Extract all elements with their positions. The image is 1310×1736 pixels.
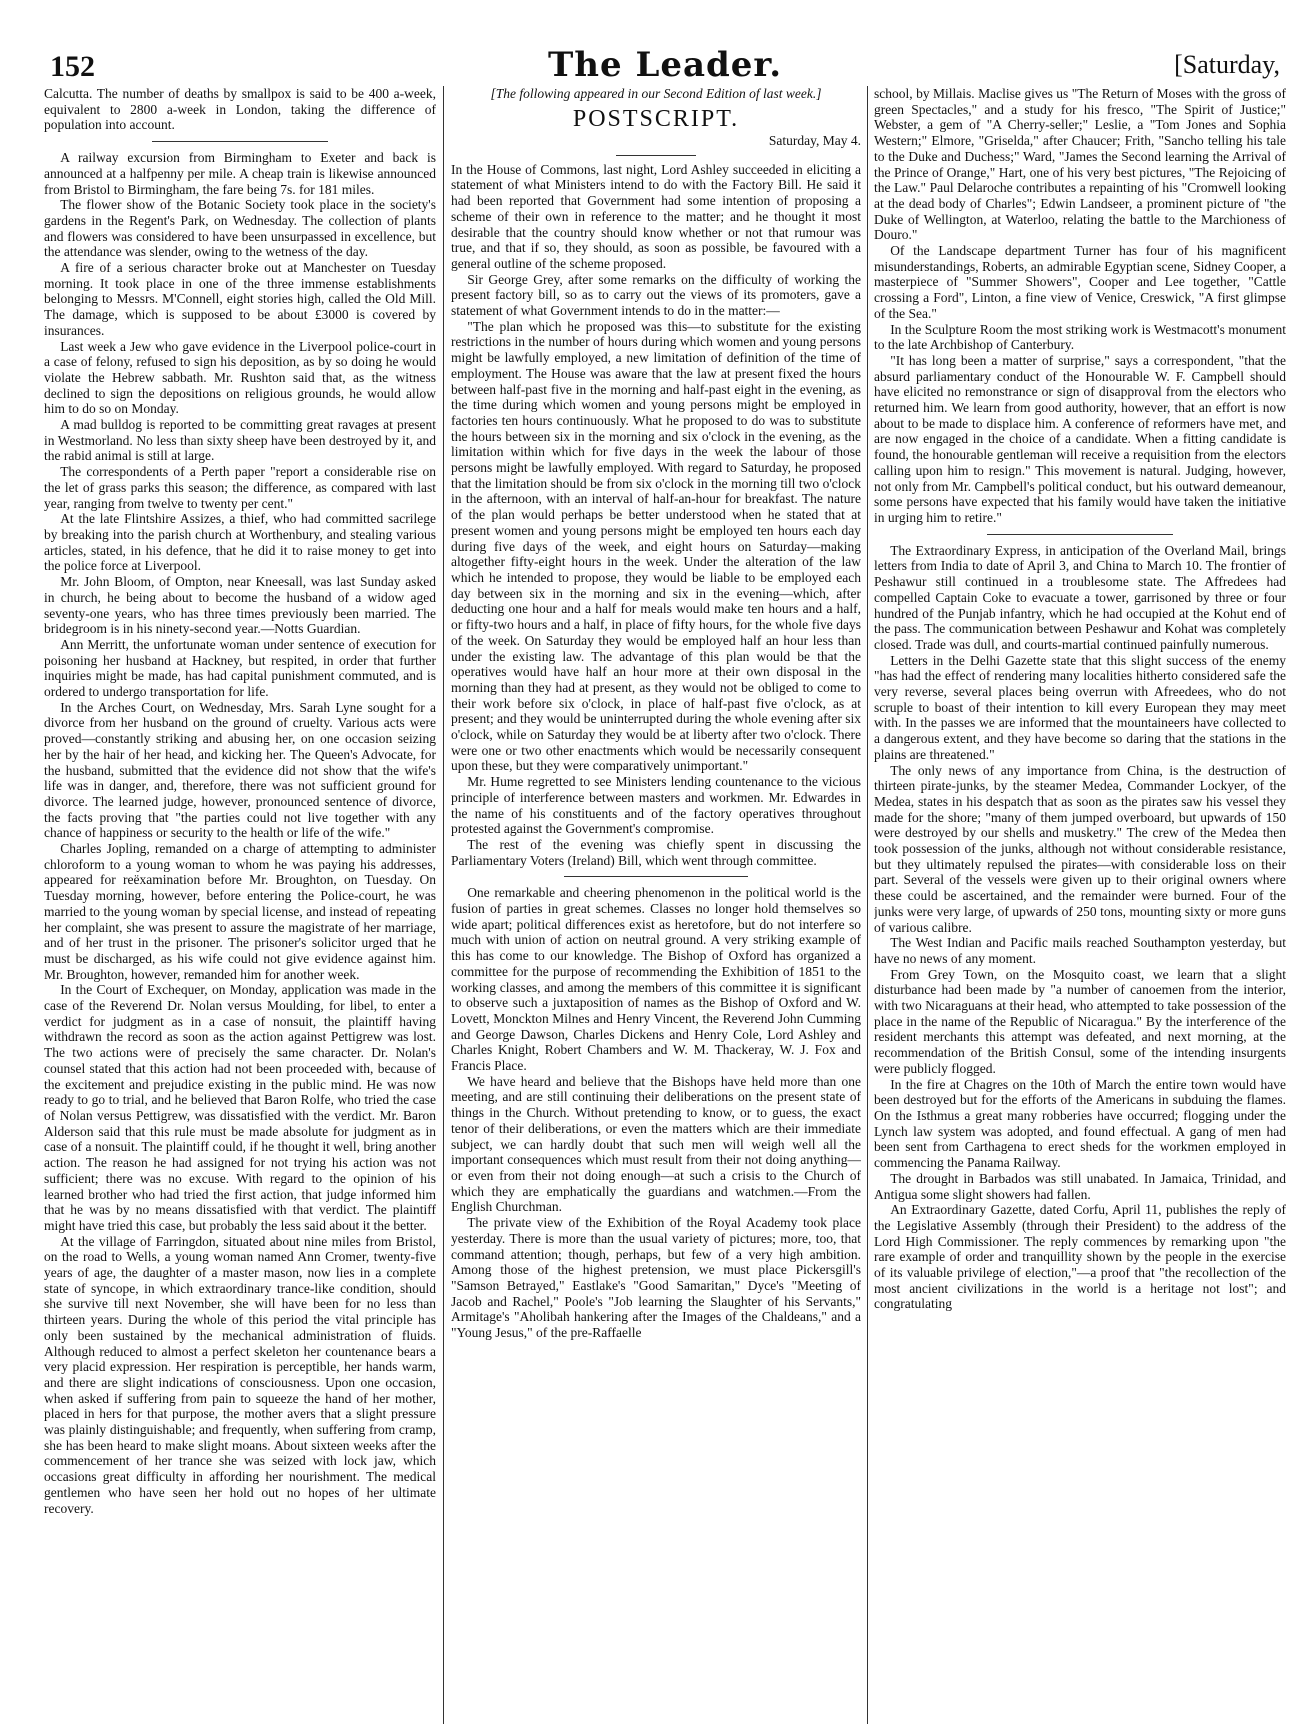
article-paragraph: "The plan which he proposed was this—to substitute for the existing restrictions in the number of hours during which women and young persons might be lawfully employed, a new limitation of definition of the time of employment. The House was aware that the law at present fixed the hours between half-past five in the morning and half-past eight in the evening, as the time during which women and young persons might be employed in factories ten hours continuously. What he proposed to do was to substitute the hours between six in the morning and six o'clock in the evening, as the limitation within which for five days in the week the labour of those persons might be lawfully employed. With regard to Saturday, he proposed that the limitation should be from six o'clock in the morning till two o'clock in the afternoon, with an interval of half-an-hour for breakfast. The nature of the plan would perhaps be better understood when he stated that at present women and young persons might be employed ten hours each day during five days of the week, and eight hours on Saturday—making altogether fifty-eight hours in the week. Under the alteration of the law which he intended to propose, they would be liable to be employed each day between six in the morning and six in the evening—which, after deducting one hour and a half for meals would make ten hours and a half, or fifty-two hours and a half, in place of fifty hours, for the whole five days of the week. On Saturday they would be employed half an hour less than under the existing law. The advantage of this plan would be that the operatives would have half an hour more at their own disposal in the morning than they had at present, as they would not be obliged to come to their work before six o'clock, in place of half-past five o'clock, as at present; and they would be uninterrupted during the whole evening after six o'clock, while on Saturday they would be at liberty after two o'clock. There were one or two other enactments which would be necessarily consequent upon these, but they were comparatively unimportant." [451,318,861,774]
separator [987,534,1172,535]
article-paragraph: "It has long been a matter of surprise," says a correspondent, "that the absurd parliamentary conduct of the Honourable W. F. Campbell should have elicited no remonstrance or sign of disapproval from the electors who returned him. We learn from good authority, however, that an effort is now about to be made to displace him. A conference of reformers have met, and are now engaged in the choice of a candidate. When a fitting candidate is found, the honourable gentleman will receive a requisition from the electors calling upon him to resign." This movement is natural. Judging, however, not only from Mr. Campbell's political conduct, but his outward demeanour, some persons have expected that his family would have taken the initiative in urging him to retire." [874,352,1286,525]
article-paragraph: The only news of any importance from China, is the destruction of thirteen pirate-junks, by the steamer Medea, Commander Lockyer, of the Medea, states in his despatch that as soon as the pirates saw his vessel they made for the shore; "many of them jumped overboard, but upwards of 150 were destroyed by our shells and musketry." The crew of the Medea then took possession of the junks, although not without considerable resistance, but they ultimately repulsed the pirates—with considerable loss on their part. Several of the vessels were given up to their original owners where these could be ascertained, and the remainder were burned. Four of the junks were very large, of upwards of 250 tons, mounting sixty or more guns of various calibre. [874,762,1286,935]
postscript-body [451,162,861,1341]
article-paragraph: A railway excursion from Birmingham to Exeter and back is announced at a halfpenny per mile. A cheap train is likewise announced from Bristol to Birmingham, the fare being 7s. for 181 miles. [44,150,436,197]
separator [616,155,696,156]
column-left [44,86,436,1724]
article-paragraph: The flower show of the Botanic Society took place in the society's gardens in the Regent's Park, on Wednesday. The collection of plants and flowers was considered to have been unsurpassed in excellence, but the attendance was slender, owing to the wetness of the day. [44,197,436,260]
article-paragraph: In the Sculpture Room the most striking work is Westmacott's monument to the late Archbishop of Canterbury. [874,321,1286,353]
postscript-title: POSTSCRIPT. [572,105,740,132]
article-paragraph: In the fire at Chagres on the 10th of March the entire town would have been destroyed but for the efforts of the Americans in subduing the flames. On the Isthmus a great many robberies have occurred; flogging under the Lynch law system was adopted, and found effectual. A gang of men had been sent from Carthagena to erect sheds for the workmen employed in commencing the Panama Railway. [874,1076,1286,1171]
article-paragraph: Mr. John Bloom, of Ompton, near Kneesall, was last Sunday asked in church, he being about to become the husband of a widow aged seventy-one years, who has three times previously been married. The bridegroom is in his ninety-second year.—Notts Guardian. [44,574,436,637]
article-paragraph: An Extraordinary Gazette, dated Corfu, April 11, publishes the reply of the Legislative Assembly (through their President) to the address of the Lord High Commissioner. The reply commences by remarking upon "the rare example of order and tranquillity shown by the people in the exercise of its valuable privilege of election,"—a proof that "the recollection of the most ancient civilizations in the world is a heritage not lost"; and congratulating [874,1202,1286,1312]
dateline: [Saturday, [1174,50,1280,79]
article-paragraph: At the late Flintshire Assizes, a thief, who had committed sacrilege by breaking into the parish church at Worthenbury, and stealing various articles, stated, in his defence, that he did it to raise money to get into the police force at Liverpool. [44,511,436,574]
article-paragraph: Of the Landscape department Turner has four of his magnificent misunderstandings, Roberts, an admirable Egyptian scene, Sidney Cooper, a masterpiece of "Summer Showers", Cooper and Lee together, "Cattle crossing a Ford", Linton, a fine view of Venice, Creswick, "A first glimpse of the Sea." [874,243,1286,321]
article-paragraph: Last week a Jew who gave evidence in the Liverpool police-court in a case of felony, refused to sign his deposition, as by so doing he would violate the Hebrew sabbath. Mr. Rushton said that, as the witness declined to sign the depositions on religious grounds, he would allow him to do so on Monday. [44,338,436,417]
article-paragraph: In the Arches Court, on Wednesday, Mrs. Sarah Lyne sought for a divorce from her husband on the ground of cruelty. Various acts were proved—constantly striking and abusing her, on one occasion seizing her by the hair of her head, and kicking her. The Queen's Advocate, for the husband, submitted that the evidence did not show that the wife's life was in danger, and, therefore, there was not sufficient ground for divorce. The learned judge, however, pronounced sentence of divorce, the facts proving that "the parties could not live together with any chance of happiness or security to the health or life of the wife." [44,699,436,841]
article-paragraph: In the House of Commons, last night, Lord Ashley succeeded in eliciting a statement of what Ministers intend to do with the Factory Bill. He said it had been reported that Government had some intention of proposing a scheme of their own in reference to the matter; and he thought it most desirable that the country should know whether or not that rumour was true, and that if so, they should, as soon as possible, be favoured with a general outline of the scheme proposed. [451,161,861,271]
column-rule [867,86,868,1724]
article-paragraph: We have heard and believe that the Bishops have held more than one meeting, and are still continuing their deliberations on the present state of things in the Church. Without pretending to know, or to guess, the exact tenor of their deliberations, or even the matters which are their immediate subject, we can hardly doubt that such men will weigh well all the important consequences which must result from their not doing anything—or even from their not doing enough—at such a crisis to the Church of which they are emphatically the guardians and watchmen.—From the English Churchman. [451,1073,861,1215]
article-paragraph: A mad bulldog is reported to be committing great ravages at present in Westmorland. No less than sixty sheep have been destroyed by it, and the rabid animal is still at large. [44,417,436,464]
column-rule [443,86,444,1724]
postscript-date: Saturday, May 4. [768,132,861,148]
page-number: 152 [50,50,95,83]
article-paragraph: Letters in the Delhi Gazette state that this slight success of the enemy "has had the effect of rendering many localities hitherto considered safe the very reverse, several places being overrun with Afreedees, who do not scruple to boast of their intention to kill every European they may meet with. In the passes we are informed that the mountaineers have collected to a dangerous extent, and they have become so daring that the stations in the plains are threatened." [874,652,1286,762]
article-paragraph: The correspondents of a Perth paper "report a considerable rise on the let of grass parks this season; the difference, as compared with last year, ranging from twelve to twenty per cent." [44,464,436,511]
article-paragraph: Mr. Hume regretted to see Ministers lending countenance to the vicious principle of interference between masters and workmen. Mr. Edwardes in the name of his constituents and of the factory operatives throughout protested against the Government's compromise. [451,774,861,837]
article-paragraph: From Grey Town, on the Mosquito coast, we learn that a slight disturbance had been made by "a number of canoemen from the interior, with two Nicaraguans at their head, who attempted to take possession of the place in the name of the Republic of Nicaragua." By the interference of the resident merchants this attempt was defeated, and next morning, at the recommendation of the British Consul, some of the intending insurgents were publicly flogged. [874,966,1286,1076]
masthead: The Leader. [547,45,783,85]
article-paragraph: The West Indian and Pacific mails reached Southampton yesterday, but have no news of any moment. [874,935,1286,966]
article-paragraph: Ann Merritt, the unfortunate woman under sentence of execution for poisoning her husband at Hackney, but respited, in order that further inquiries might be made, has had capital punishment commuted, and is ordered to undergo transportation for life. [44,636,436,700]
article-paragraph: school, by Millais. Maclise gives us "The Return of Moses with the gross of green Spectacles," and a study for his fresco, "The Spirit of Justice;" Webster, a gem of "A Cherry-seller;" Leslie, a "Tom Jones and Sophia Western;" Elmore, "Griselda," after Chaucer; Frith, "Sancho telling his tale to the Duke and Duchess;" Ward, "James the Second learning the Arrival of the Prince of Orange," Hart, one of his very best pictures, "The Rejoicing of the Law." Paul Delaroche contributes a repainting of his "Cromwell looking at the dead body of Charles"; Edwin Landseer, a prominent picture of "the Duke of Wellington, at Waterloo, relating the battle to the Marchioness of Douro." [874,86,1286,243]
edition-note: [The following appeared in our Second Edition of last week.] [490,86,822,101]
article-paragraph: At the village of Farringdon, situated about nine miles from Bristol, on the road to Wells, a young woman named Ann Cromer, twenty-five years of age, the daughter of a master mason, now lies in a complete state of syncope, in which extraordinary trance-like condition, should she survive till next November, she will have been for no less than thirteen years. During the whole of this period the vital principle has only been sustained by the mechanical administration of fluids. Although reduced to almost a perfect skeleton her countenance bears a very placid expression. Her respiration is perceptible, her hands warm, and there are slight indications of consciousness. Upon one occasion, when asked if suffering from pain to squeeze the hand of her mother, placed in hers for that purpose, the mother avers that a slight pressure was plainly distinguishable; and frequently, when suffering from cramp, she has been heard to make slight moans. About sixteen weeks after the commencement of her trance she was seized with lock jaw, which occasions great difficulty in affording her nourishment. The medical gentlemen who have seen her hold out no hopes of her ultimate recovery. [44,1233,436,1516]
column-middle [451,86,861,1724]
separator [152,141,328,142]
article-paragraph: A fire of a serious character broke out at Manchester on Tuesday morning. It took place in one of the three immense establishments belonging to Messrs. M'Connell, eight stories high, called the Old Mill. The damage, which is supposed to be about £3000 is covered by insurances. [44,260,436,338]
article-paragraph: One remarkable and cheering phenomenon in the political world is the fusion of parties in great schemes. Classes no longer hold themselves so wide apart; political differences exist as heretofore, but do not interfere so much with union of action on neutral ground. A very striking example of this has come to our knowledge. The Bishop of Oxford has organized a committee for the purpose of recommending the Exhibition of 1851 to the working classes, and among the members of this committee it is significant to observe such a juxtaposition of names as the Bishop of Oxford and W. Lovett, Monckton Milnes and Henry Vincent, the Reverend John Cumming and George Dawson, Charles Dickens and Henry Cole, Lord Ashley and Charles Knight, Robert Chambers and W. M. Thackeray, W. J. Fox and Francis Place. [451,885,861,1074]
column-right [874,86,1286,1724]
separator [564,876,749,877]
article-paragraph: The rest of the evening was chiefly spent in discussing the Parliamentary Voters (Ireland) Bill, which went through committee. [451,836,861,868]
article-paragraph: The private view of the Exhibition of the Royal Academy took place yesterday. There is more than the usual variety of pictures; more, too, that command attention; though, perhaps, but few of a very high ambition. Among those of the highest pretension, we must place Pickersgill's "Samson Betrayed," Eastlake's "Good Samaritan," Dyce's "Meeting of Jacob and Rachel," Poole's "Job learning the Slaughter of his Servants," Armitage's "Aholibah hankering after the Images of the Chaldeans," and a "Young Jesus," of the pre-Raffaelle [451,1215,861,1341]
article-paragraph: In the Court of Exchequer, on Monday, application was made in the case of the Reverend Dr. Nolan versus Moulding, for libel, to enter a verdict for judgment as in a case of nonsuit, the plaintiff having withdrawn the record as soon as the action against Pettigrew was lost. The two actions were of precisely the same character. Dr. Nolan's counsel stated that this action had not been proceeded with, because of the excitement and prejudice existing in the public mind. He was now ready to go to trial, and he believed that Baron Rolfe, who tried the case of Nolan versus Pettigrew, was dissatisfied with the verdict. Mr. Baron Alderson said that this rule must be made absolute for judgment as in case of a nonsuit. The plaintiff could, if he thought it well, bring another action. The reason he had assigned for not trying his action was not sufficient; there was no excuse. With regard to the opinion of his learned brother who had tried the first action, that judge informed him that he was by no means dissatisfied with that verdict. The plaintiff might have tried this case, but probably the less said about it the better. [44,982,436,1233]
article-paragraph: Charles Jopling, remanded on a charge of attempting to administer chloroform to a young woman to whom he was paying his addresses, appeared for reëxamination before Mr. Broughton, on Tuesday. On Tuesday morning, however, before entering the Police-court, he was married to the young woman by special license, and instead of repeating her complaint, she was present to assure the magistrate of her marriage, and of her trust in the prisoner. The prisoner's solicitor urged that he must be discharged, as his wife could not give evidence against him. Mr. Broughton, however, remanded him for another week. [44,841,436,982]
page-header [50,45,1280,85]
article-paragraph: Calcutta. The number of deaths by smallpox is said to be 400 a-week, equivalent to 2800 a-week in London, taking the difference of population into account. [44,86,436,133]
article-paragraph: The Extraordinary Express, in anticipation of the Overland Mail, brings letters from India to date of April 3, and China to March 10. The frontier of Peshawur still continued in a troublesome state. The Affredees had compelled Captain Coke to evacuate a tower, garrisoned by three or four hundred of the Punjab infantry, which he had occupied at the Kohut end of the pass. The communication between Peshawur and Kohat was completely closed. Trade was dull, and courts-martial continued painfully numerous. [874,542,1286,652]
article-paragraph: Sir George Grey, after some remarks on the difficulty of working the present factory bill, so as to carry out the views of its promoters, gave a statement of what Government intends to do in the matter:— [451,271,861,319]
article-paragraph: The drought in Barbados was still unabated. In Jamaica, Trinidad, and Antigua some slight showers had fallen. [874,1170,1286,1202]
